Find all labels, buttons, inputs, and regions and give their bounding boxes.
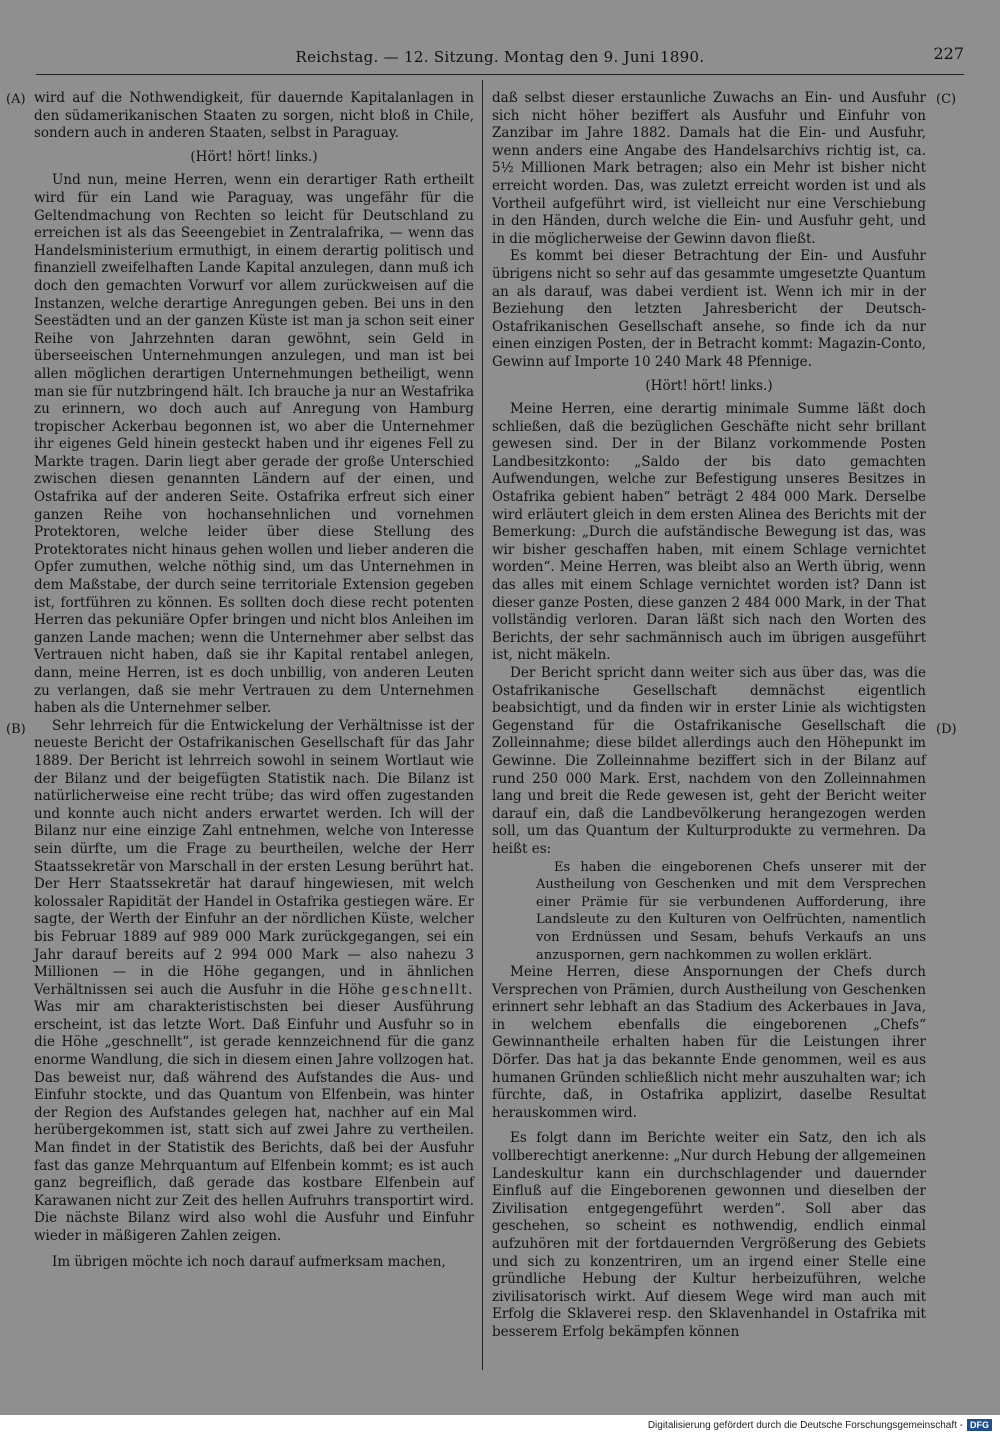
paragraph: daß selbst dieser erstaunliche Zuwachs an Ein- und Ausfuhr sich nicht höher beziffert als Ausfuhr und Einfuhr von Zanzibar im Jahre 1882. Damals hat die Ein- und Ausfuhr, wenn anders eine Angabe des Handelsarchivs richtig ist, ca. 5½ Millionen Mark betragen; also ein Mehr ist bisher nicht erreicht worden. Das, was zuletzt erreicht worden ist und als Vortheil aufgeführt wird, ist vielleicht nur eine Verschiebung in den Händen, durch welche die Ein- und Ausfuhr geht, und in die möglicherweise der Gewinn davon fließt. [492, 90, 926, 247]
page-header [36, 44, 964, 72]
emphasized-word: geschnellt. [381, 981, 474, 998]
margin-marker-b: (B) [6, 722, 26, 737]
paragraph: Und nun, meine Herren, wenn ein derartiger Rath ertheilt wird für ein Land wie Paraguay, was ungefähr für die Geltendmachung von Rechten so leicht für Deutschland zu erreichen ist als das Seeengebiet in Zentralafrika, — wenn das Handelsministerium ermuthigt, in einem derartig politisch und finanziell zweifelhaften Lande Kapital anzulegen, dann muß ich doch den gemachten Vorwurf vor allem zurückweisen auf die Instanzen, welche derartige Anregungen geben. Bei uns in den Seestädten und an der ganzen Küste ist man ja schon seit einer Reihe von Jahrzehnten daran gewöhnt, sein Geld in überseeischen Unternehmungen anzulegen, und man ist bei allen möglichen derartigen Unternehmungen betheiligt, wenn man sie für nutzbringend hält. Ich brauche ja nur an Westafrika zu erinnern, wo doch auch auf Anregung von Hamburg tropischer Ackerbau begonnen ist, wo aber die Unternehmer ihr eigenes Geld hinein gesteckt haben und ihr eigenes Fell zu Markte tragen. Darin liegt aber gerade der große Unterschied zwischen diesen genannten Ländern auf der einen, und Ostafrika auf der anderen Seite. Ostafrika erfreut sich einer ganzen Reihe von hochansehnlichen und vornehmen Protektoren, welche leider über diese Stellung des Protektorates nicht hinaus gehen wollen und lieber anderen die Opfer zumuthen, welche nöthig sind, um das Unternehmen in dem Maßstabe, der durch seine territoriale Extension gegeben ist, fortführen zu können. Es sollten doch diese recht potenten Herren das pekuniäre Opfer bringen und nicht blos Anleihen im ganzen Lande machen; wenn die Unternehmer aber selbst das Vertrauen nicht haben, daß sie ihr Kapital rentabel anlegen, dann, meine Herren, ist es doch unbillig, von anderen Leuten zu verlangen, daß sie mehr Vertrauen zu dem Unternehmen haben als die Unternehmer selber. [34, 172, 474, 717]
paragraph [34, 718, 474, 1246]
paragraph: Im übrigen möchte ich noch darauf aufmerksam machen, [52, 1253, 446, 1270]
paragraph-text: Was mir am charakteristischsten bei dieser Ausführung erscheint, ist das letzte Wort. Daß Einfuhr und Ausfuhr so in die Höhe „geschnellt“, ist gerade kennzeichnend für die ganz enorme Wandlung, die sich in diesem einen Jahre vollzogen hat. Das beweist nur, daß während des Aufstandes die Aus- und Einfuhr stockte, und das Quantum von Elfenbein, was hinter der Region des Aufstandes gelegen hat, nachher auf ein Mal herübergekommen ist, statt sich auf zwei Jahre zu vertheilen. Man findet in der Statistik des Berichts, daß bei der Ausfuhr fast das ganze Mehrquantum auf Elfenbein kommt; es ist auch ganz begreiflich, daß gerade das kostbare Elfenbein auf Karawanen nicht zur Zeit des hellen Aufruhrs transportirt wird. Die nächste Bilanz wird also wohl die Ausfuhr und Einfuhr wieder in mäßigeren Zahlen zeigen. [34, 999, 474, 1244]
left-column [34, 90, 474, 1271]
dfg-logo-icon: DFG [967, 1419, 992, 1431]
running-head: Reichstag. — 12. Sitzung. Montag den 9. Juni 1890. [295, 48, 705, 66]
paragraph: Meine Herren, diese Anspornungen der Chefs durch Versprechen von Prämien, durch Austheilung von Geschenken erinnert sehr lebhaft an das Stadium des Ackerbaues in Java, in welchem ebenfalls die eingeborenen „Chefs“ Gewinnantheile erhalten haben für die Leistungen ihrer Dörfer. Das hat ja das bekannte Ende genommen, weil es aus humanen Gründen schließlich nicht mehr auszuhalten war; ich fürchte, daß, in Ostafrika applizirt, daselbe Resultat herauskommen wird. [492, 964, 926, 1121]
paragraph: Meine Herren, eine derartig minimale Summe läßt doch schließen, daß die bezüglichen Geschäfte nicht sehr brillant gewesen sind. Der in der Bilanz vorkommende Posten Landbesitzkonto: „Saldo der bis dato gemachten Aufwendungen, welche zur Befestigung unseres Besitzes in Ostafrika gebient haben“ beträgt 2 484 000 Mark. Derselbe wird erläutert gleich in dem ersten Alinea des Berichts mit der Bemerkung: „Durch die aufständische Bewegung ist das, was wir bisher geschaffen haben, mit einem Schlage vernichtet worden“. Meine Herren, was bleibt also an Werth übrig, wenn das alles mit einem Schlage vernichtet worden ist? Dann ist dieser ganze Posten, diese ganzen 2 484 000 Mark, in der That vollständig verloren. Daran läßt sich nach den Worten des Berichts, der sehr sachmännisch auch im übrigen ausgeführt ist, nicht mäkeln. [492, 401, 926, 664]
paragraph-text: Sehr lehrreich für die Entwickelung der Verhältnisse ist der neueste Bericht der Ostafrikanischen Gesellschaft für das Jahr 1889. Der Bericht ist lehrreich sowohl in seinem Wortlaut wie der Bilanz und der beigefügten Statistik nach. Die Bilanz ist natürlicherweise eine recht trübe; das wird offen zugestanden und konnte auch nicht anders erwartet werden. Ich will der Bilanz nur eine einzige Zahl entnehmen, welche von Interesse sein dürfte, um die Frage zu beurtheilen, welche der Herr Staatssekretär von Marschall in der ersten Lesung berührt hat. Der Herr Staatssekretär hat darauf hingewiesen, mit welch kolossaler Rapidität der Handel in Ostafrika gestiegen wäre. Er sagte, der Werth der Einfuhr an der nördlichen Küste, welcher bis Februar 1889 auf 989 000 Mark zurückgegangen, sei ein Jahr darauf bereits auf 2 994 000 Mark — also nahezu 3 Millionen — in die Höhe gegangen, und in ähnlichen Verhältnissen sei auch die Ausfuhr in die Höhe [34, 717, 474, 998]
digitization-footer [648, 1418, 992, 1432]
page-number: 227 [933, 44, 964, 63]
footer-credit: Digitalisierung gefördert durch die Deutsche Forschungsgemeinschaft - [647, 1419, 963, 1431]
interjection: (Hört! hört! links.) [190, 148, 318, 165]
column-divider [482, 80, 483, 1370]
margin-marker-a: (A) [6, 92, 26, 107]
margin-marker-c: (C) [936, 92, 957, 107]
margin-marker-d: (D) [936, 722, 957, 737]
paragraph: Es kommt bei dieser Betrachtung der Ein- und Ausfuhr übrigens nicht so sehr auf das gesammte umgesetzte Quantum an als darauf, was dabei verdient ist. Wenn ich mir in der Beziehung den letzten Jahresbericht der Deutsch-Ostafrikanischen Gesellschaft ansehe, so finde ich da nur einen einzigen Posten, der in Betracht kommt: Magazin-Conto, Gewinn auf Importe 10 240 Mark 48 Pfennige. [492, 248, 926, 370]
block-quote: Es haben die eingeborenen Chefs unserer mit der Austheilung von Geschenken und mit dem Versprechen einer Prämie für sie verbundenen Aufforderung, ihre Landsleute zu den Kulturen von Oelfrüchten, namentlich von Erdnüssen und Sesam, behufs Verkaufs an uns anzuspornen, gern nachkommen zu wollen erklärt. [536, 859, 926, 963]
right-column [492, 90, 926, 1342]
paragraph: Es folgt dann im Berichte weiter ein Satz, den ich als vollberechtigt anerkenne: „Nur durch Hebung der allgemeinen Landeskultur kann ein durchschlagender und dauernder Einfluß auf die Eingeborenen gewonnen und dieselben der Zivilisation entgegengeführt werden“. Soll aber das geschehen, so scheint es nothwendig, endlich einmal aufzuhören mit der fortdauernden Vergrößerung des Gebiets und sich zu konzentriren, um an irgend einer Stelle eine gründliche Hebung der Kultur herbeizuführen, welche zivilisatorisch wirkt. Auf diesem Wege wird man auch mit Erfolg die Sklaverei resp. den Sklavenhandel in Ostafrika mit besserem Erfolg bekämpfen können [492, 1130, 926, 1340]
interjection: (Hört! hört! links.) [645, 377, 773, 394]
paragraph: Der Bericht spricht dann weiter sich aus über das, was die Ostafrikanische Gesellschaft demnächst eigentlich beabsichtigt, und da finden wir in erster Linie als wichtigsten Gegenstand für die Ostafrikanische Gesellschaft die Zolleinnahme; diese bildet allerdings auch den Höhepunkt im Gewinne. Die Zolleinnahme beziffert sich in der Bilanz auf rund 250 000 Mark. Erst, nachdem von den Zolleinnahmen lang und breit die Rede gewesen ist, geht der Bericht weiter darauf ein, daß die Landbevölkerung herangezogen werden soll, um das Quantum der Kulturprodukte zu vermehren. Da heißt es: [492, 665, 926, 857]
header-rule [36, 74, 964, 75]
paragraph: wird auf die Nothwendigkeit, für dauernde Kapitalanlagen in den südamerikanischen Staaten zu sorgen, nicht bloß in Chile, sondern auch in anderen Staaten, selbst in Paraguay. [34, 90, 474, 142]
